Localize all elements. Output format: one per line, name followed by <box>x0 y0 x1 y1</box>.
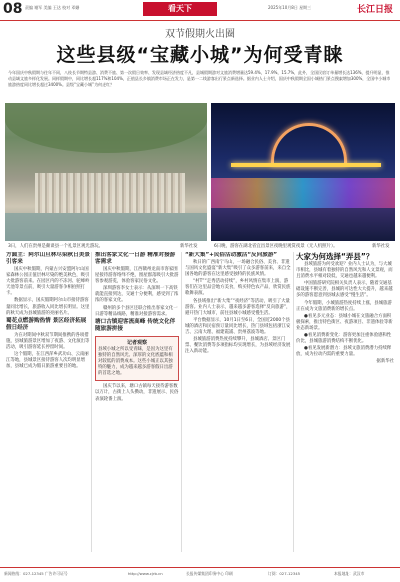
column-4 <box>296 252 394 552</box>
footer-address: 本报地址：武汉市 <box>334 571 365 576</box>
column-title: 大家为何选择“弄县”？ <box>296 252 374 261</box>
photo-reflection <box>211 208 395 241</box>
column-1 <box>6 252 90 552</box>
paragraph: 中国旅游研究院相关负责人表示，随着交通基础设施不断完善，县城的可达性大大提升，越来越多的游客愿意到县城去感受“慢生活”。 <box>296 281 393 299</box>
headline: 这些县级“宝藏小城”为何受青睐 <box>56 44 344 66</box>
footer-hotline: 新闻热线：027-12345 广告许可证号 <box>4 571 68 576</box>
subhead: 塘口古镇迎客流高峰 传统文化伴随旅游拼接 <box>95 318 176 332</box>
paragraph: 各县域推出“新大集”“夜经济”等活动，吸引了大量游客。业内人士表示，越来越多游客选择“反向旅游”，避开热门大城市，前往县城小城感受慢生活。 <box>185 298 291 316</box>
newspaper-logo: 长江日报 <box>357 5 394 15</box>
section-title: 看天下 <box>143 2 217 16</box>
paragraph: 数据显示，国庆假期阿尔山市接待游客量同比增长，旅游收入同比增长明显。这里的秋天成为县城旅游的亮丽名片。 <box>6 298 90 316</box>
bullet-paragraph: ●看见消费新变化：游客更加注重体验感和性价比，县城旅游消费结构不断优化。 <box>296 333 392 345</box>
page-footer <box>0 567 400 582</box>
photo-water <box>5 213 207 241</box>
footer-printer: 长报传媒集团印务中心 印刷 <box>186 571 233 576</box>
paragraph: 秋日的广西南宁马山，一场融合民俗、美食、非遗与国风文化盛宴“新大集”吸引了众多游客前来，来自全国各地的游客在这里感受独特的民族风情。 <box>185 260 291 278</box>
subhead: 蜀花点燃游购热情 景区经济拓展假日经济 <box>6 317 87 331</box>
paragraph: 县城旅游消费热度持续攀升，县城酒店、景区门票、餐饮消费等多项指标均实现增长，为县域经济发展注入新动能。 <box>185 337 291 355</box>
photo2-credit: 新华社发 <box>372 244 390 249</box>
column-2 <box>95 252 179 552</box>
photo1-caption: 3日，人们在贵州是颇谈县一个礼景区观光游玩。 <box>8 244 103 249</box>
paragraph: 深圳游客李女士表示：从深圳一下高铁就能直接到达，交通十分便利，感受到了浓浓的客家文化。 <box>95 286 179 304</box>
subhead: “新大集”+民俗活动激活“反向旅游” <box>185 252 278 258</box>
paragraph: 县域旅游为何受欢迎？业内人士认为，与大城市相比，县城有着独特的自然风光和人文景观，而且消费水平相对较低，交通也越来越便利。 <box>296 262 393 280</box>
bullet-paragraph: ●看见发展新潜力：县域文旅消费潜力持续释放，成为拉动内需的重要力量。 <box>296 346 392 358</box>
box-title: 记者观察 <box>126 339 147 346</box>
lead-paragraph: 今年国庆中秋假期与往年不同，八枝长节期特县游、消费不旅、第一次假日效率、发现县域经济热度不凡，县城假期游对文旅消费增量达59.4%，17.9%，15.7%，此外，全国民宿订单量增长达136%，提升明显，推动县域文旅多样化发展。同样假期中，同比增长超117%和104%，正值县长乡镇消费市场正在发力，是第一二线游客出行景点新选择。据业内人士介绍，国庆中秋假期全国小城热门景点搜索增加300%，全国中小城市旅游热度同比增长超过3400%。县级“宝藏小城”为何走红？ <box>8 70 391 87</box>
paragraph: 今年假期，小城旅游热度持续上涨，县城旅游正在成为文旅消费新的增长点。 <box>296 300 392 312</box>
footer-url[interactable]: http://www.cjrb.cn <box>128 571 163 576</box>
paragraph: 国庆节以来，塘口古镇每天接待游客数以万计，古街上人头攒动，非遗展示、民俗表演轮番上演。 <box>95 384 179 402</box>
paragraph: 国庆中秋假期，内蒙古兴安盟阿尔山国家森林公园正值层林尽染的绝美秋色，吸引大批游客前来。在园区内的不冻河、驼峰岭天池等景点前，吸引大量游客争相拍照打卡。 <box>6 267 90 297</box>
editor-credits: 责编 谢军 美编 王达 校对 邓姗 <box>25 5 80 10</box>
bullet-paragraph: ●看见多元业态：县城小城在文旅融合方面积极探索，推出特色街区、夜游项目、非遗体验等新业态新场景。 <box>296 313 393 331</box>
photo-crowd <box>35 173 185 213</box>
photo-night-view <box>211 103 395 241</box>
photo-arch <box>271 123 347 166</box>
photo1-credit: 新华社发 <box>180 244 198 249</box>
column-divider <box>91 252 92 552</box>
photo-scenic-crowd <box>5 103 207 241</box>
kicker: 双节假期火出圈 <box>165 29 235 40</box>
column-divider <box>293 252 294 552</box>
paragraph: 为在对期间中秋双节期间推携的各项措施，县城旅游景区增加了夜游、文化演出等活动，吸引游客延长停留时间。 <box>6 332 90 350</box>
paragraph: 平台数据显示，10月1日至6日，全国近2000个县城的酒店和民宿预订量同比增长，热门县域包括浙江安吉、云南大理、福建霞浦、贵州荔波等地。 <box>185 317 291 336</box>
paragraph: “村T”“走秀活动持续”，乡村风情在集市上演，游客们在这里品尝地方美食，购买特色农产品，欣赏民族歌舞表演。 <box>185 279 291 297</box>
issue-date: 2025年10月8日 星期三 <box>268 5 312 10</box>
page-number: 08 <box>3 1 23 17</box>
subhead: 方圆主：阿尔山旦林尽染秋日美景引客来 <box>6 252 90 265</box>
paragraph: 赣州的多个县区还联合推出客家文化一日游等精品线路，精准对接游客需求。 <box>95 305 178 317</box>
subhead: 推出客家文化一日游 精准对接游客需求 <box>95 252 176 265</box>
photo-bridge <box>231 163 381 167</box>
reporter-observation-box <box>95 336 179 382</box>
box-text: 县域小城之所以受青睐，是因为这里有独特的自然风光、深厚的文化底蕴和相对较低的消费成本。这些小城正以其独特的魅力，成为越来越多游客假日出游的首选之地。 <box>98 346 173 377</box>
paragraph: 国庆中秋假期，江西赣州龙南市客家围屋接待游客络绎不绝，围屋群落吸引大批游客参观游览，体验客家民俗文化。 <box>95 267 179 285</box>
paragraph: 这个假期，在江西萍乡武功山、云南丽江等地，县城景区接待游客人次均明显增加，县城已成为假日旅游重要目的地。 <box>6 352 89 370</box>
column-3 <box>185 252 291 552</box>
column-divider <box>181 252 182 552</box>
footer-phone: 订阅：027-12345 <box>268 571 301 576</box>
source-credit: 据新华社 <box>376 359 394 365</box>
photo-hill <box>5 103 207 153</box>
page-header <box>0 0 400 21</box>
photo-city-lights <box>211 178 395 208</box>
photo2-caption: 6日晚，游客在湖北省宜昌景区夜晚里观赏夜景（无人机照片）。 <box>214 244 338 249</box>
